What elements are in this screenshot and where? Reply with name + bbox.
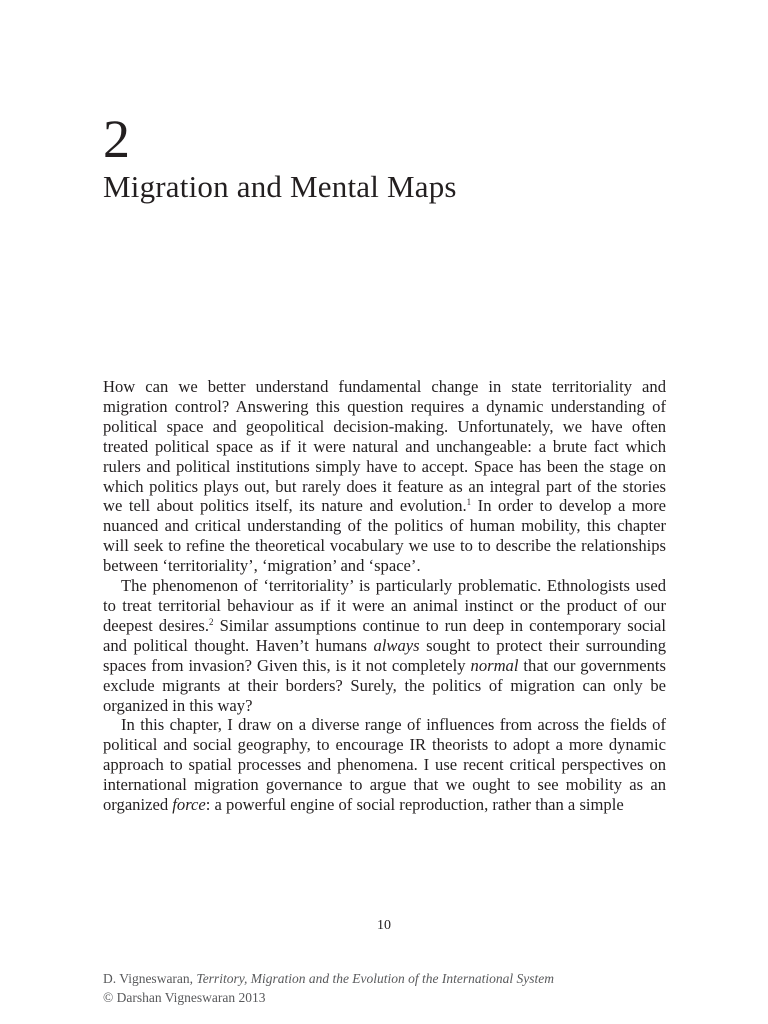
paragraph-2-text-d: that our governments exclude migrants at their borders? Surely, the politics of migration can only be organized in this way?: [103, 655, 667, 715]
chapter-title: Migration and Mental Maps: [103, 169, 457, 204]
paragraph-1-text-b: In order to develop a more nuanced and critical understanding of the politics of human mobility, this chapter will seek to refine the theoretical vocabulary we use to to describe the relationships between ‘territoriality’, ‘migration’ and ‘space’.: [103, 496, 666, 576]
emphasis-normal: normal: [470, 655, 519, 675]
paragraph-3-text-a: In this chapter, I draw on a diverse range of influences from across the fields of political and social geography, to encourage IR theorists to adopt a more dynamic approach to spatial processes and phenomena. I use recent critical perspectives on international migration governance to argue that we ought to see mobility as an organized: [103, 715, 666, 815]
footer-book-title: Territory, Migration and the Evolution of the International System: [196, 971, 555, 986]
footnote-marker-2: 2: [209, 616, 214, 627]
footnote-marker-1: 1: [466, 497, 472, 508]
paragraph-1: [103, 377, 666, 576]
chapter-body: [103, 377, 666, 815]
paragraph-2-text-a: The phenomenon of ‘territoriality’ is particularly problematic. Ethnologists used to treat territorial behaviour as if it were an animal instinct or the product of our deepest desires.: [103, 576, 666, 635]
paragraph-2: [103, 576, 666, 715]
paragraph-3-text-b: : a powerful engine of social reproduction, rather than a simple: [205, 795, 624, 815]
paragraph-1-text-a: How can we better understand fundamental change in state territoriality and migration control? Answering this question requires a dynamic understanding of political space and geopolitical decision-making. Unfortunately, we have often treated political space as if it were natural and unchangeable: a brute fact which rulers and political institutions simply have to accept. Space has been the stage on which politics plays out, but rarely does it feature as an integral part of the stories we tell about politics itself, its nature and evolution.: [103, 377, 666, 516]
paragraph-2-text-b: Similar assumptions continue to run deep in contemporary social and political thought. Haven’t humans: [103, 615, 667, 655]
citation-line: [103, 969, 554, 988]
footer-author: D. Vigneswaran,: [103, 971, 197, 986]
emphasis-force: force: [172, 795, 206, 815]
paragraph-2-text-c: sought to protect their surrounding spaces from invasion? Given this, is it not completely: [103, 635, 666, 675]
copyright-footer: [103, 969, 554, 1007]
chapter-number: 2: [103, 109, 130, 169]
emphasis-always: always: [373, 635, 420, 655]
page-number: 10: [377, 918, 391, 933]
paragraph-3: [103, 715, 666, 815]
copyright-line: © Darshan Vigneswaran 2013: [103, 990, 266, 1005]
